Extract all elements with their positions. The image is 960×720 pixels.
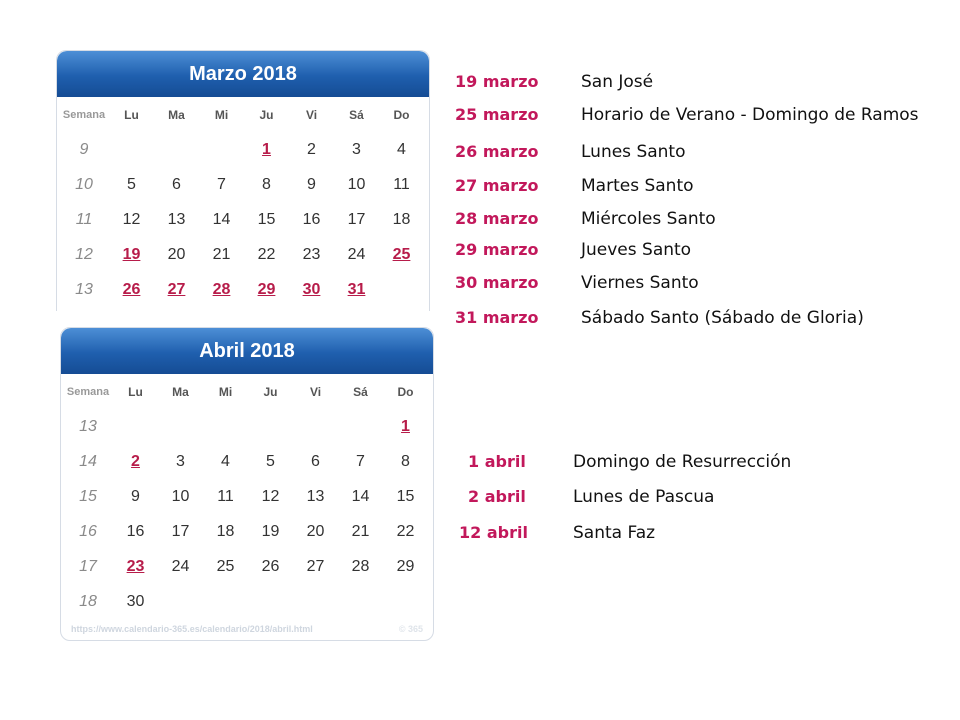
holiday-day-link[interactable]: 27 (167, 280, 186, 298)
weekday-header: Lu (124, 107, 139, 122)
calendar-day: 11 (217, 487, 234, 505)
calendar-day: 5 (266, 452, 275, 470)
weekday-header: Ma (168, 107, 185, 122)
calendar-day (203, 409, 248, 444)
weekday-header: Lu (128, 384, 143, 399)
week-number: 17 (79, 557, 97, 575)
calendar-day: 25 (216, 557, 235, 575)
calendar-day: 11 (393, 175, 410, 193)
calendar-day: 15 (257, 210, 276, 228)
weekday-header: Mi (218, 384, 233, 399)
event-date: 1 abril (468, 452, 526, 471)
event-name: Lunes de Pascua (573, 487, 715, 507)
calendar-day (199, 132, 244, 167)
calendar-day: 18 (392, 210, 411, 228)
calendar-day: 15 (396, 487, 415, 505)
event-date: 30 marzo (455, 273, 539, 292)
calendar-day: 3 (352, 140, 361, 158)
event-date: 27 marzo (455, 176, 539, 195)
calendar-day: 16 (126, 522, 145, 540)
event-date: 12 abril (459, 523, 528, 542)
march-calendar (56, 50, 430, 311)
week-column-header: Semana (66, 385, 110, 398)
calendar-day: 12 (122, 210, 141, 228)
calendar-day: 7 (217, 175, 226, 193)
calendar-day: 7 (356, 452, 365, 470)
calendar-day: 24 (171, 557, 190, 575)
april-calendar-title: Abril 2018 (61, 328, 433, 374)
calendar-day (113, 409, 158, 444)
calendar-day (338, 409, 383, 444)
calendar-day: 22 (257, 245, 276, 263)
calendar-day: 3 (176, 452, 185, 470)
calendar-day: 21 (212, 245, 231, 263)
calendar-day (158, 409, 203, 444)
calendar-day: 20 (167, 245, 186, 263)
week-number: 13 (79, 417, 97, 435)
calendar-day: 14 (212, 210, 231, 228)
calendar-day (338, 584, 383, 619)
week-number: 18 (79, 592, 97, 610)
weekday-header: Ju (259, 107, 274, 122)
event-name: Sábado Santo (Sábado de Gloria) (581, 308, 864, 328)
calendar-day: 20 (306, 522, 325, 540)
holiday-day-link[interactable]: 1 (401, 417, 410, 435)
calendar-day: 23 (302, 245, 321, 263)
event-name: Lunes Santo (581, 142, 686, 162)
calendar-day: 5 (127, 175, 136, 193)
march-calendar-title: Marzo 2018 (57, 51, 429, 97)
week-number: 11 (75, 210, 93, 228)
event-name: Jueves Santo (581, 240, 692, 260)
weekday-header: Ju (263, 384, 278, 399)
calendar-day: 6 (311, 452, 320, 470)
calendar-day: 2 (307, 140, 316, 158)
calendar-day: 6 (172, 175, 181, 193)
week-number: 14 (79, 452, 97, 470)
week-number: 9 (79, 140, 89, 158)
week-number: 13 (75, 280, 93, 298)
weekday-header: Vi (309, 384, 322, 399)
weekday-header: Do (393, 107, 410, 122)
calendar-day (109, 132, 154, 167)
event-date: 25 marzo (455, 105, 539, 124)
calendar-day: 27 (306, 557, 325, 575)
week-number: 16 (79, 522, 97, 540)
calendar-day: 16 (302, 210, 321, 228)
holiday-day-link[interactable]: 26 (122, 280, 141, 298)
calendar-day: 17 (171, 522, 190, 540)
event-date: 26 marzo (455, 142, 539, 161)
calendar-day (158, 584, 203, 619)
week-number: 10 (75, 175, 93, 193)
week-column-header: Semana (62, 108, 106, 121)
calendar-day: 21 (351, 522, 370, 540)
calendar-day: 10 (171, 487, 190, 505)
calendar-day: 26 (261, 557, 280, 575)
calendar-day: 17 (347, 210, 366, 228)
weekday-header: Ma (172, 384, 189, 399)
holiday-day-link[interactable]: 30 (302, 280, 321, 298)
calendar-day: 9 (131, 487, 140, 505)
calendar-day (293, 409, 338, 444)
weekday-header: Mi (214, 107, 229, 122)
calendar-day: 12 (261, 487, 280, 505)
event-name: Viernes Santo (581, 273, 699, 293)
calendar-day: 24 (347, 245, 366, 263)
weekday-header: Sá (353, 384, 368, 399)
calendar-day: 13 (306, 487, 325, 505)
holiday-day-link[interactable]: 28 (212, 280, 231, 298)
event-date: 2 abril (468, 487, 526, 506)
event-name: San José (581, 72, 654, 92)
week-number: 15 (79, 487, 97, 505)
calendar-day (248, 584, 293, 619)
april-calendar (60, 327, 434, 641)
event-name: Martes Santo (581, 176, 694, 196)
calendar-day (154, 132, 199, 167)
week-number: 12 (75, 245, 93, 263)
holiday-day-link[interactable]: 19 (122, 245, 141, 263)
holiday-day-link[interactable]: 25 (392, 245, 411, 263)
calendar-day: 30 (126, 592, 145, 610)
weekday-header: Sá (349, 107, 364, 122)
event-date: 19 marzo (455, 72, 539, 91)
calendar-day: 13 (167, 210, 186, 228)
calendar-day: 18 (216, 522, 235, 540)
copyright-watermark: © 365 (398, 624, 423, 634)
calendar-day: 4 (397, 140, 406, 158)
calendar-day: 9 (307, 175, 316, 193)
weekday-header: Do (397, 384, 414, 399)
calendar-day: 29 (396, 557, 415, 575)
calendar-day (379, 272, 424, 307)
calendar-day: 14 (351, 487, 370, 505)
event-date: 29 marzo (455, 240, 539, 259)
event-date: 31 marzo (455, 308, 539, 327)
march-calendar-grid (57, 97, 429, 307)
calendar-day (203, 584, 248, 619)
event-name: Domingo de Resurrección (573, 452, 792, 472)
event-name: Miércoles Santo (581, 209, 716, 229)
event-name: Horario de Verano - Domingo de Ramos (581, 105, 919, 125)
calendar-day: 8 (401, 452, 410, 470)
holiday-day-link[interactable]: 2 (131, 452, 140, 470)
calendar-day (383, 584, 428, 619)
calendar-day (248, 409, 293, 444)
calendar-day: 22 (396, 522, 415, 540)
holiday-day-link[interactable]: 23 (126, 557, 145, 575)
weekday-header: Vi (305, 107, 318, 122)
calendar-day: 10 (347, 175, 366, 193)
holiday-day-link[interactable]: 1 (262, 140, 271, 158)
calendar-day: 19 (261, 522, 280, 540)
holiday-day-link[interactable]: 31 (347, 280, 366, 298)
april-calendar-grid (61, 374, 433, 619)
holiday-day-link[interactable]: 29 (257, 280, 276, 298)
event-name: Santa Faz (573, 523, 656, 543)
calendar-day: 4 (221, 452, 230, 470)
calendar-day: 28 (351, 557, 370, 575)
event-date: 28 marzo (455, 209, 539, 228)
calendar-day: 8 (262, 175, 271, 193)
calendar-day (293, 584, 338, 619)
source-url-watermark: https://www.calendario-365.es/calendario/2018/abril.html (71, 624, 313, 634)
